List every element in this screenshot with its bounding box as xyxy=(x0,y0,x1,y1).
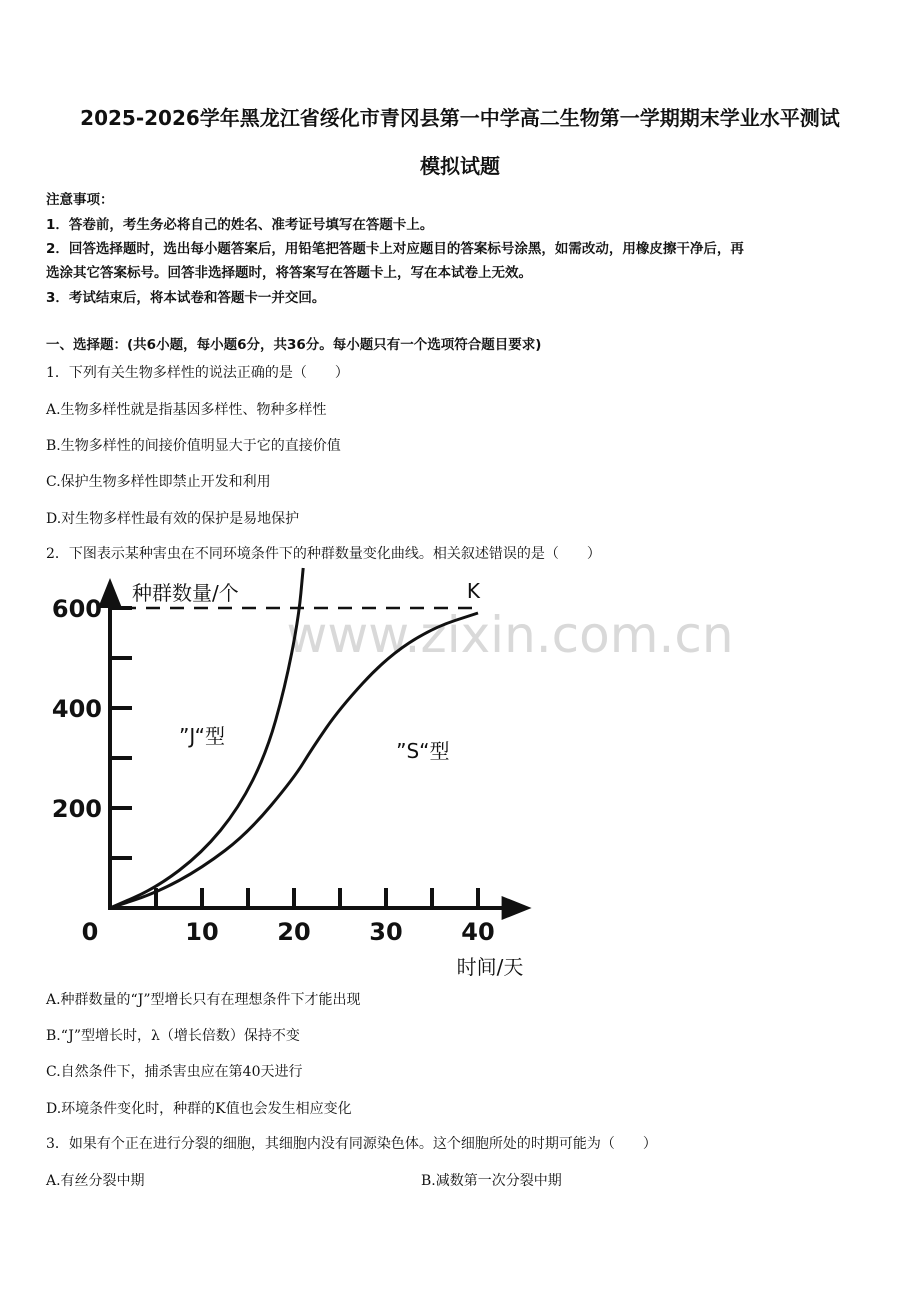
q1-option-d: D.对生物多样性最有效的保护是易地保护 xyxy=(46,511,300,527)
x-axis-title: 时间/天 xyxy=(456,955,524,979)
x-axis-arrow xyxy=(502,896,532,920)
y-tick-label: 600 xyxy=(51,595,102,623)
q1-option-c: C.保护生物多样性即禁止开发和利用 xyxy=(46,474,271,490)
y-tick-label: 200 xyxy=(51,795,102,823)
q1-option-a: A.生物多样性就是指基因多样性、物种多样性 xyxy=(46,402,327,418)
x-tick-label: 20 xyxy=(277,918,311,946)
j-curve-label: ”J“型 xyxy=(179,724,225,748)
q3-option-b: B.减数第一次分裂中期 xyxy=(421,1173,562,1189)
x-tick-label: 40 xyxy=(461,918,495,946)
k-label: K xyxy=(466,579,480,603)
notice-item-1: 1．答卷前，考生务必将自己的姓名、准考证号填写在答题卡上。 xyxy=(46,217,434,233)
q3-option-a: A.有丝分裂中期 xyxy=(46,1173,145,1189)
exam-title-line2: 模拟试题 xyxy=(420,154,500,178)
s-curve-label: ”S“型 xyxy=(396,739,450,763)
q1-stem: 1．下列有关生物多样性的说法正确的是（ ） xyxy=(46,365,349,381)
notice-heading: 注意事项： xyxy=(46,192,114,208)
population-growth-chart xyxy=(40,570,734,980)
q2-option-a: A.种群数量的“J”型增长只有在理想条件下才能出现 xyxy=(46,992,361,1008)
q2-option-b: B.“J”型增长时，λ（增长倍数）保持不变 xyxy=(46,1028,300,1044)
q1-option-b: B.生物多样性的间接价值明显大于它的直接价值 xyxy=(46,438,341,454)
notice-item-2-cont: 选涂其它答案标号。回答非选择题时，将答案写在答题卡上，写在本试卷上无效。 xyxy=(46,265,532,281)
notice-item-2: 2．回答选择题时，选出每小题答案后，用铅笔把答题卡上对应题目的答案标号涂黑，如需改动，用橡皮擦干净后，再 xyxy=(46,241,744,257)
q3-stem: 3．如果有个正在进行分裂的细胞，其细胞内没有同源染色体。这个细胞所处的时期可能为（ ） xyxy=(46,1136,657,1152)
notice-item-3: 3．考试结束后，将本试卷和答题卡一并交回。 xyxy=(46,290,326,306)
q2-stem: 2．下图表示某种害虫在不同环境条件下的种群数量变化曲线。相关叙述错误的是（ ） xyxy=(46,546,601,562)
x-tick-label: 10 xyxy=(185,918,219,946)
x-tick-label: 0 xyxy=(81,918,99,946)
y-tick-label: 400 xyxy=(51,695,102,723)
q2-option-d: D.环境条件变化时，种群的K值也会发生相应变化 xyxy=(46,1101,352,1117)
y-axis-title: 种群数量/个 xyxy=(132,581,239,605)
section-heading: 一、选择题：(共6小题，每小题6分，共36分。每小题只有一个选项符合题目要求) xyxy=(46,337,542,353)
watermark-text: www.zixin.com.cn xyxy=(286,606,734,664)
q2-option-c: C.自然条件下，捕杀害虫应在第40天进行 xyxy=(46,1064,303,1080)
x-tick-label: 30 xyxy=(369,918,403,946)
exam-title-line1: 2025-2026学年黑龙江省绥化市青冈县第一中学高二生物第一学期期末学业水平测试 xyxy=(80,106,840,130)
